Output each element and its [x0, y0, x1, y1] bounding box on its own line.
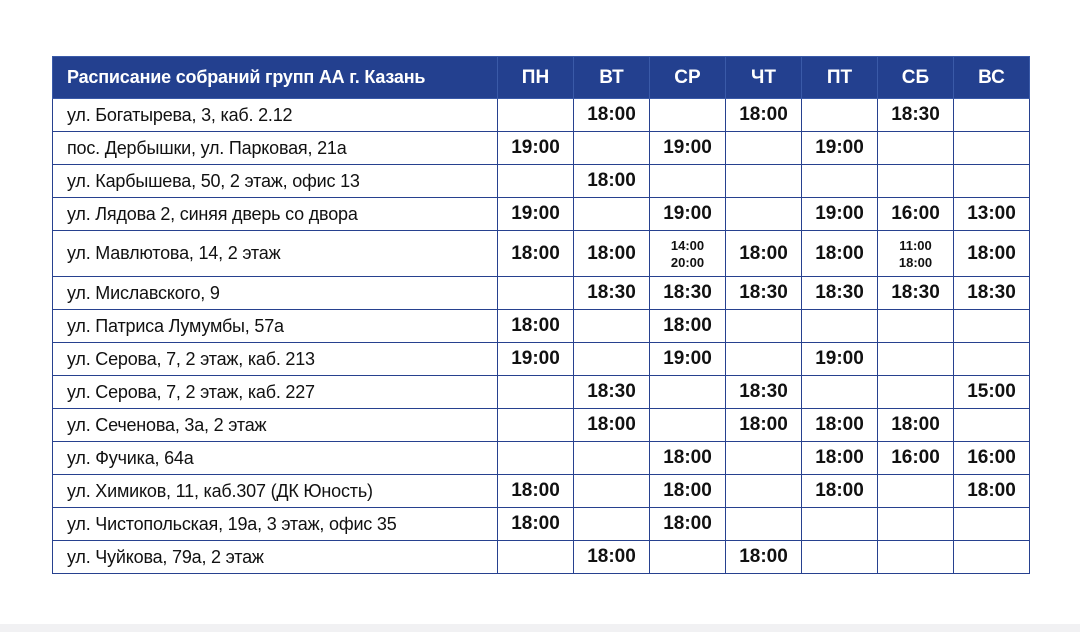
time-value: 11:00: [899, 237, 932, 253]
time-cell-tue: 18:00: [574, 165, 650, 198]
time-cell-wed: [650, 231, 726, 277]
time-cell-sun: [954, 132, 1030, 165]
address-cell: ул. Карбышева, 50, 2 этаж, офис 13: [53, 165, 498, 198]
time-cell-fri: [802, 99, 878, 132]
address-cell: ул. Серова, 7, 2 этаж, каб. 213: [53, 343, 498, 376]
time-cell-sat: [878, 475, 954, 508]
time-cell-tue: [574, 198, 650, 231]
schedule-row: [53, 165, 1030, 198]
schedule-row: [53, 277, 1030, 310]
schedule-row: [53, 442, 1030, 475]
time-cell-mon: 18:00: [498, 310, 574, 343]
time-cell-wed: [650, 409, 726, 442]
time-cell-fri: 19:00: [802, 198, 878, 231]
time-cell-sat: [878, 343, 954, 376]
day-header-sun: ВС: [954, 57, 1030, 99]
time-cell-fri: [802, 508, 878, 541]
address-cell: ул. Миславского, 9: [53, 277, 498, 310]
day-header-sat: СБ: [878, 57, 954, 99]
time-cell-fri: 18:30: [802, 277, 878, 310]
time-cell-sun: 18:00: [954, 231, 1030, 277]
time-cell-sun: [954, 99, 1030, 132]
time-cell-sat: 16:00: [878, 442, 954, 475]
time-cell-sun: 13:00: [954, 198, 1030, 231]
time-cell-thu: 18:00: [726, 409, 802, 442]
time-cell-mon: 18:00: [498, 508, 574, 541]
time-cell-thu: [726, 165, 802, 198]
time-cell-tue: 18:00: [574, 99, 650, 132]
time-cell-mon: [498, 409, 574, 442]
time-cell-fri: [802, 376, 878, 409]
time-cell-wed: 18:00: [650, 310, 726, 343]
schedule-row: [53, 376, 1030, 409]
address-cell: ул. Богатырева, 3, каб. 2.12: [53, 99, 498, 132]
time-cell-thu: 18:30: [726, 277, 802, 310]
time-cell-sun: [954, 165, 1030, 198]
schedule-title: Расписание собраний групп АА г. Казань: [53, 57, 498, 99]
day-header-thu: ЧТ: [726, 57, 802, 99]
time-cell-fri: 18:00: [802, 475, 878, 508]
time-cell-tue: 18:30: [574, 277, 650, 310]
time-cell-mon: 18:00: [498, 231, 574, 277]
time-cell-thu: 18:30: [726, 376, 802, 409]
time-cell-tue: [574, 508, 650, 541]
time-cell-sat: [878, 132, 954, 165]
address-cell: ул. Фучика, 64а: [53, 442, 498, 475]
day-header-tue: ВТ: [574, 57, 650, 99]
time-cell-sat: [878, 310, 954, 343]
schedule-row: [53, 508, 1030, 541]
time-value: 18:00: [898, 254, 933, 270]
time-cell-fri: [802, 541, 878, 574]
time-cell-sat: [878, 541, 954, 574]
time-cell-wed: 19:00: [650, 132, 726, 165]
time-cell-sun: 18:30: [954, 277, 1030, 310]
time-cell-sat: 16:00: [878, 198, 954, 231]
time-cell-sun: 18:00: [954, 475, 1030, 508]
time-cell-fri: 18:00: [802, 442, 878, 475]
address-cell: ул. Патриса Лумумбы, 57а: [53, 310, 498, 343]
time-cell-tue: 18:30: [574, 376, 650, 409]
time-cell-sun: 16:00: [954, 442, 1030, 475]
address-cell: ул. Серова, 7, 2 этаж, каб. 227: [53, 376, 498, 409]
time-cell-mon: 18:00: [498, 475, 574, 508]
time-cell-tue: [574, 310, 650, 343]
time-cell-thu: [726, 198, 802, 231]
schedule-table: [52, 56, 1030, 574]
time-cell-sat: 18:30: [878, 277, 954, 310]
time-cell-mon: [498, 541, 574, 574]
schedule-row: [53, 409, 1030, 442]
time-cell-mon: [498, 277, 574, 310]
time-cell-tue: 18:00: [574, 409, 650, 442]
time-cell-thu: [726, 508, 802, 541]
schedule-row: [53, 231, 1030, 277]
schedule-header-row: [53, 57, 1030, 99]
schedule-body: [53, 99, 1030, 574]
time-cell-tue: [574, 343, 650, 376]
time-cell-fri: 19:00: [802, 132, 878, 165]
time-cell-thu: 18:00: [726, 231, 802, 277]
time-cell-mon: 19:00: [498, 198, 574, 231]
time-cell-thu: [726, 442, 802, 475]
time-cell-mon: [498, 376, 574, 409]
time-cell-sun: [954, 541, 1030, 574]
time-cell-mon: 19:00: [498, 132, 574, 165]
time-cell-sat: [878, 231, 954, 277]
time-cell-wed: [650, 376, 726, 409]
time-cell-tue: [574, 132, 650, 165]
time-cell-wed: 18:00: [650, 508, 726, 541]
time-cell-wed: [650, 541, 726, 574]
time-cell-wed: 18:00: [650, 475, 726, 508]
page-bottom-strip: [0, 624, 1080, 632]
time-cell-sun: [954, 343, 1030, 376]
time-cell-fri: 18:00: [802, 231, 878, 277]
address-cell: ул. Чуйкова, 79а, 2 этаж: [53, 541, 498, 574]
time-cell-sun: [954, 409, 1030, 442]
time-cell-fri: 19:00: [802, 343, 878, 376]
address-cell: ул. Сеченова, 3а, 2 этаж: [53, 409, 498, 442]
address-cell: пос. Дербышки, ул. Парковая, 21а: [53, 132, 498, 165]
time-cell-thu: [726, 310, 802, 343]
time-cell-thu: [726, 475, 802, 508]
time-cell-sat: 18:30: [878, 99, 954, 132]
time-cell-wed: [650, 165, 726, 198]
schedule-row: [53, 475, 1030, 508]
schedule-row: [53, 132, 1030, 165]
time-cell-sun: [954, 508, 1030, 541]
time-value: 20:00: [670, 254, 705, 270]
time-cell-wed: [650, 99, 726, 132]
time-cell-thu: [726, 343, 802, 376]
schedule-row: [53, 343, 1030, 376]
time-cell-wed: 19:00: [650, 343, 726, 376]
schedule-row: [53, 99, 1030, 132]
time-cell-thu: 18:00: [726, 541, 802, 574]
time-cell-wed: 18:00: [650, 442, 726, 475]
time-cell-tue: [574, 442, 650, 475]
time-cell-mon: [498, 442, 574, 475]
time-value: 14:00: [670, 237, 705, 253]
time-cell-thu: 18:00: [726, 99, 802, 132]
time-cell-sun: 15:00: [954, 376, 1030, 409]
time-cell-sun: [954, 310, 1030, 343]
time-cell-tue: [574, 475, 650, 508]
address-cell: ул. Мавлютова, 14, 2 этаж: [53, 231, 498, 277]
time-cell-fri: 18:00: [802, 409, 878, 442]
time-cell-mon: [498, 99, 574, 132]
time-cell-mon: [498, 165, 574, 198]
day-header-fri: ПТ: [802, 57, 878, 99]
schedule-row: [53, 198, 1030, 231]
time-cell-tue: 18:00: [574, 541, 650, 574]
time-cell-wed: 18:30: [650, 277, 726, 310]
time-cell-sat: [878, 376, 954, 409]
time-cell-tue: 18:00: [574, 231, 650, 277]
time-cell-mon: 19:00: [498, 343, 574, 376]
address-cell: ул. Лядова 2, синяя дверь со двора: [53, 198, 498, 231]
time-cell-fri: [802, 165, 878, 198]
time-cell-sat: [878, 165, 954, 198]
time-cell-wed: 19:00: [650, 198, 726, 231]
time-cell-sat: [878, 508, 954, 541]
address-cell: ул. Химиков, 11, каб.307 (ДК Юность): [53, 475, 498, 508]
address-cell: ул. Чистопольская, 19а, 3 этаж, офис 35: [53, 508, 498, 541]
schedule-row: [53, 310, 1030, 343]
day-header-mon: ПН: [498, 57, 574, 99]
schedule-row: [53, 541, 1030, 574]
time-cell-thu: [726, 132, 802, 165]
time-cell-sat: 18:00: [878, 409, 954, 442]
day-header-wed: СР: [650, 57, 726, 99]
time-cell-fri: [802, 310, 878, 343]
